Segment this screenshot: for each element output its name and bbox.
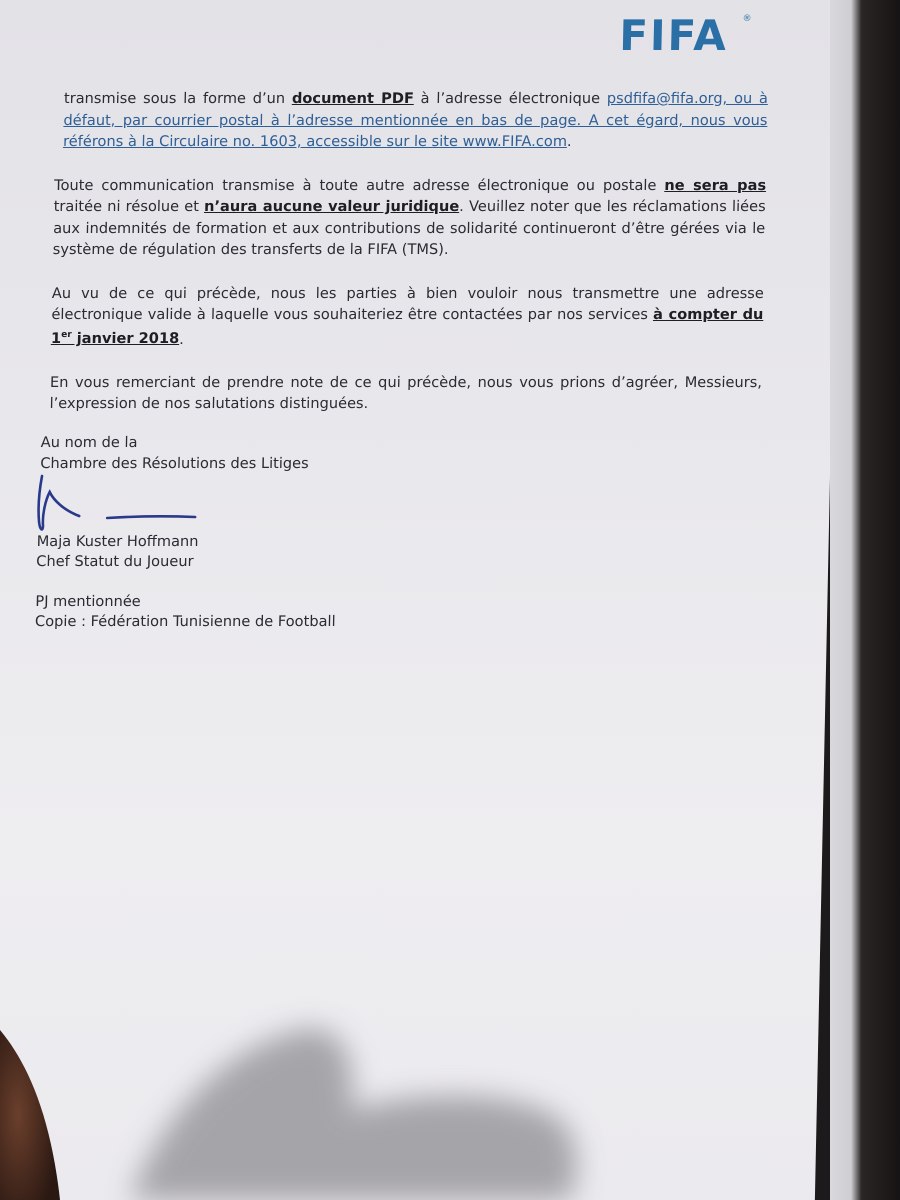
paragraph-3 [51,283,764,350]
p3-text-2: . [179,330,185,348]
spacer [36,572,337,592]
p3-text-1: Au vu de ce qui précède, nous les parties à bien vouloir nous transmettre une adresse électronique valide à laquelle vous souhaiteriez être contactées par nos services [51,284,765,323]
p2-text-3: . Veuillez noter que les réclamations liées aux indemnités de formation et aux contributions de solidarité continueront d’être gérées via le système de régulation des transferts de la FIFA (TMS). [52,198,766,258]
sig-line-2: Chambre des Résolutions des Litiges [40,455,309,472]
letter-body [49,88,768,437]
p2-bold-1: ne sera pas [664,176,767,194]
p1-bold-pdf: document PDF [291,90,415,107]
paragraph-2 [53,175,767,261]
p3-date-day: 1 [50,330,62,348]
page-edge-shadow [830,0,900,1200]
p2-bold-2: n’aura aucune valeur juridique [203,198,460,215]
signature-header [40,432,309,474]
p3-date-rest: janvier 2018 [71,330,180,348]
fifa-logo [619,12,760,60]
p4-text-1: En vous remerciant de prendre note de ce qui précède, nous vous prions d’agréer, Messieurs, l’expression de nos salutations distinguées. [49,373,763,413]
p1-text-3: . [566,133,572,150]
copy-line: Copie : Fédération Tunisienne de Football [34,613,336,630]
handwritten-signature [29,470,210,540]
email-link[interactable]: psdfifa@fifa.org, ou à défaut, par courrier postal à l’adresse mentionnée en bas de page. A cet égard, nous vous référons à la Circulaire no. 1603, accessible sur le site www.FIFA.com [62,90,769,150]
p1-text-2: à l’adresse électronique [413,90,607,107]
paragraph-1 [63,88,768,153]
paragraph-4 [49,372,762,415]
signatory-name: Maja Kuster Hoffmann [36,533,199,550]
signatory-title: Chef Statut du Joueur [36,553,194,570]
enclosure-line: PJ mentionnée [35,593,141,610]
p1-text-1: transmise sous la forme d’un [63,90,293,107]
signatory-block [35,532,338,632]
p3-bold-date [51,330,180,347]
p3-date-sup: er [61,330,72,341]
registered-mark: ® [742,14,752,24]
p2-text-2: traitée ni résolue et [53,198,205,215]
p3-bold-1: à compter du [652,306,764,323]
p2-text-1: Toute communication transmise à toute autre adresse électronique ou postale [53,176,665,194]
sig-line-1: Au nom de la [40,434,138,451]
logo-text: FIFA [618,11,729,60]
